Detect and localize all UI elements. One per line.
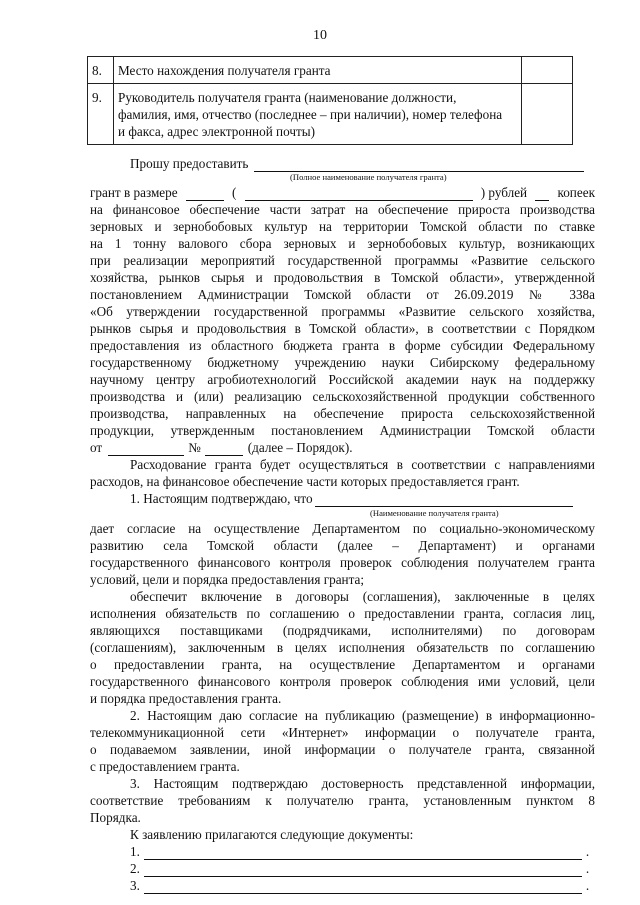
rubles-label: ) рублей [480, 185, 528, 200]
kopecks-blank[interactable] [535, 188, 549, 201]
attachment-end: . [585, 861, 590, 876]
ensure-line: исполнения обязательств по соглашению о предоставлении гранта, согласия лиц, [90, 606, 595, 621]
order-from: от [90, 440, 103, 455]
item1-line: развитию села Томской области (далее – Департамент) и органами [90, 538, 595, 553]
row-label-line: фамилия, имя, отчество (последнее – при наличии), номер телефона [118, 107, 503, 122]
body-line: хозяйства, рынков сырья и продовольствия в Томской области», утвержденной [90, 270, 595, 285]
attachment-item [130, 877, 589, 894]
item1-line: дает согласие на осуществление Департаментом по социально-экономическому [90, 521, 595, 536]
attachment-item [130, 843, 589, 860]
row-value-cell[interactable] [522, 84, 573, 145]
ensure-line: и порядка предоставления гранта. [90, 691, 282, 706]
grant-amount-label: грант в размере [90, 185, 178, 200]
request-line [130, 155, 584, 172]
item2-line: о подаваемом заявлении, иной информации о получателе гранта, связанной [90, 742, 595, 757]
attachment-blank[interactable] [144, 881, 582, 894]
body-line: постановлением Администрации Томской области от 26.09.2019 № 338а [90, 287, 595, 302]
item1-line: государственного финансового контроля проверок соблюдения получателем гранта [90, 555, 595, 570]
item2-line: 2. Настоящим даю согласие на публикацию (размещение) в информационно- [130, 708, 595, 723]
row-value-cell[interactable] [522, 57, 573, 84]
ensure-line: государственного финансового контроля проверок соблюдения ими условий, цели [90, 674, 595, 689]
body-line: производства, направленных на обеспечение прироста сельскохозяйственной [90, 406, 595, 421]
request-lead: Прошу предоставить [130, 156, 249, 171]
grant-amount-words-blank[interactable] [245, 188, 473, 201]
item3-line: соответствие требованиям к получателю гранта, установленным пунктом 8 [90, 793, 595, 808]
attachment-number: 1. [130, 844, 140, 859]
attachment-blank[interactable] [144, 847, 582, 860]
body-line: при реализации мероприятий государственной программы «Развитие сельского [90, 253, 595, 268]
attachment-number: 2. [130, 861, 140, 876]
item3-line: Порядка. [90, 810, 141, 825]
attachment-blank[interactable] [144, 864, 582, 877]
ensure-line: (соглашениям), заключенным в целях исполнения обязательств по соглашению [90, 640, 595, 655]
row-label [114, 84, 522, 145]
body-line: «Об утверждении государственной программы «Развитие сельского хозяйства, [90, 304, 595, 319]
body-line: зерновых и зернобобовых культур на территории Томской области по ставке [90, 219, 595, 234]
attachment-end: . [585, 878, 590, 893]
recipient-full-name-blank[interactable] [254, 159, 584, 172]
body-line: государственному бюджетному учреждению науки Сибирскому федеральному [90, 355, 595, 370]
row-label-line: и факса, адрес электронной почты) [118, 124, 316, 139]
body-line: предоставления из областного бюджета гранта в форме субсидии Федеральному [90, 338, 595, 353]
attachment-item [130, 860, 589, 877]
order-tail: (далее – Порядок). [247, 440, 353, 455]
ensure-line: обеспечит включение в договоры (соглашения), заключенные в целях [130, 589, 595, 604]
order-reference-line [90, 439, 353, 456]
item2-line: телекоммуникационной сети «Интернет» информации о получателе гранта, [90, 725, 595, 740]
attachment-number: 3. [130, 878, 140, 893]
caption-full-name: (Полное наименование получателя гранта) [290, 172, 447, 182]
recipient-name-blank[interactable] [315, 494, 573, 507]
row-number: 8. [88, 57, 114, 84]
grant-amount-line [90, 184, 595, 201]
ensure-line: являющихся поставщиками (подрядчиками, исполнителями) по договорам [90, 623, 595, 638]
item1-lead-line [130, 490, 573, 507]
row-label [114, 57, 522, 84]
body-line: на 1 тонну валового сбора зерновых и зернобобовых культур, возникающих [90, 236, 595, 251]
body-line: продукции, утвержденным постановлением Администрации Томской области [90, 423, 595, 438]
attachment-end: . [585, 844, 590, 859]
item3-line: 3. Настоящим подтверждаю достоверность представленной информации, [130, 776, 595, 791]
page-number: 10 [313, 28, 327, 43]
body-line: на финансовое обеспечение части затрат на обеспечение прироста производства [90, 202, 595, 217]
order-number-blank[interactable] [205, 443, 243, 456]
item2-line: с предоставлением гранта. [90, 759, 240, 774]
table-row [88, 57, 573, 84]
grant-amount-blank[interactable] [186, 188, 224, 201]
item1-line: условий, цели и порядка предоставления гранта; [90, 572, 365, 587]
paren-open: ( [231, 185, 237, 200]
row-number: 9. [88, 84, 114, 145]
attachments-lead: К заявлению прилагаются следующие документы: [130, 827, 414, 842]
ensure-line: о предоставлении гранта, на осуществление Департаментом и органами [90, 657, 595, 672]
body-line: производства и (или) реализацию сельскохозяйственной продукции собственного [90, 389, 595, 404]
order-date-blank[interactable] [108, 443, 184, 456]
spending-line: расходов, на финансовое обеспечение части которых предоставляется грант. [90, 474, 520, 489]
table-row [88, 84, 573, 145]
spending-line: Расходование гранта будет осуществляться в соответствии с направлениями [130, 457, 595, 472]
order-number-sign: № [188, 440, 201, 455]
body-line: рынков сырья и продовольствия в Томской области», в соответствии с Порядком [90, 321, 595, 336]
applicant-info-table [87, 56, 573, 145]
caption-recipient-name: (Наименование получателя гранта) [370, 508, 499, 518]
row-label-line: Руководитель получателя гранта (наименование должности, [118, 90, 457, 105]
body-line: научному центру агробиотехнологий Российской академии наук на поддержку [90, 372, 595, 387]
row-label-line: Место нахождения получателя гранта [118, 63, 331, 78]
item1-lead: 1. Настоящим подтверждаю, что [130, 491, 313, 506]
kopecks-label: копеек [557, 185, 595, 200]
